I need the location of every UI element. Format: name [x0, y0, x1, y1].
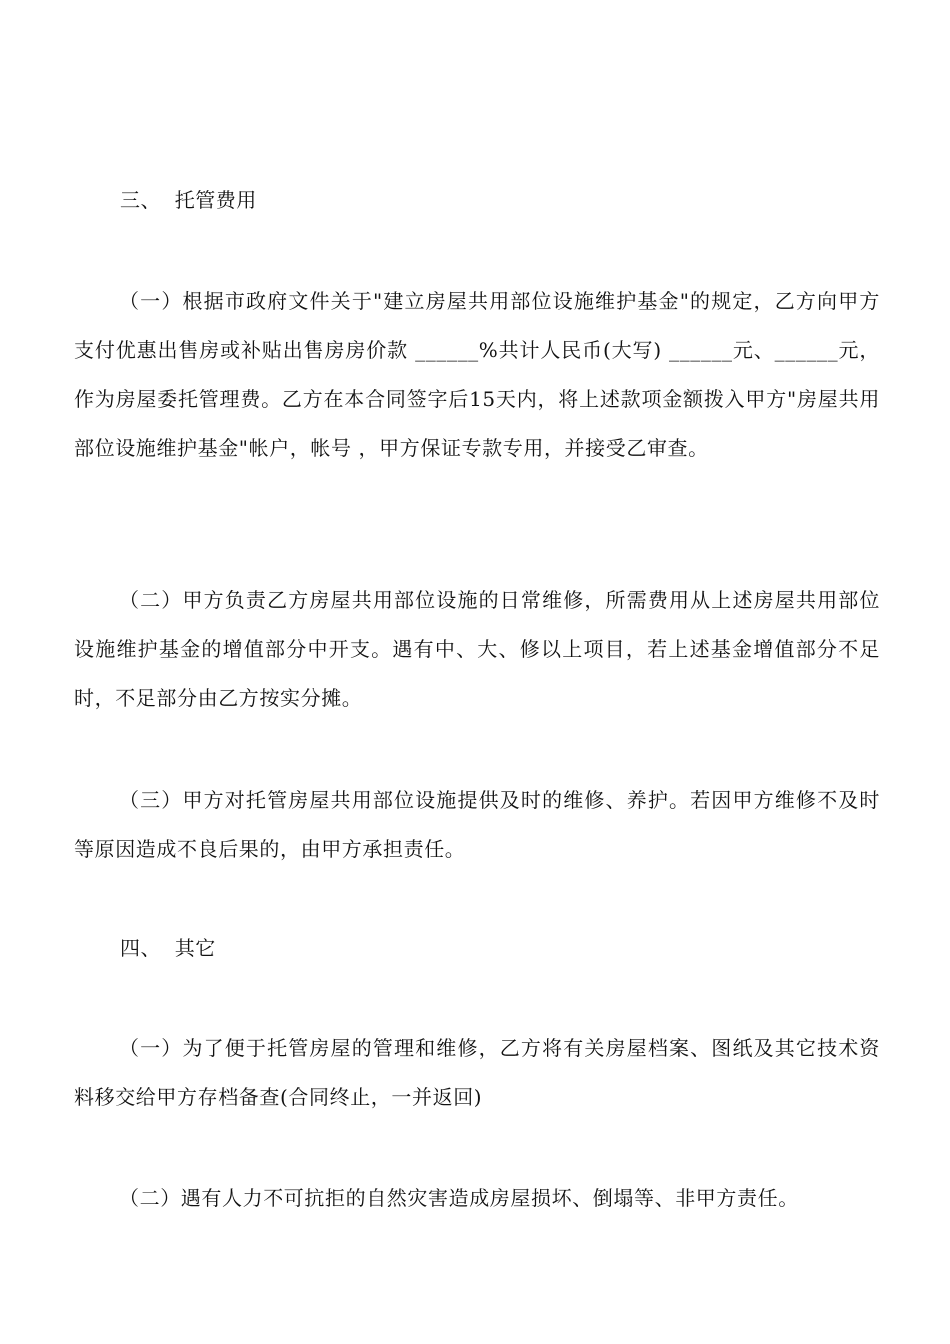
section-heading-fees: 三、 托管费用: [120, 188, 257, 212]
paragraph-fees-3: （三）甲方对托管房屋共用部位设施提供及时的维修、养护。若因甲方维修不及时等原因造成不良后果的，由甲方承担责任。: [74, 788, 880, 861]
section-heading-other: 四、 其它: [120, 936, 216, 960]
paragraph-fees-2: （二）甲方负责乙方房屋共用部位设施的日常维修，所需费用从上述房屋共用部位设施维护基金的增值部分中开支。遇有中、大、修以上项目，若上述基金增值部分不足时，不足部分由乙方按实分摊。: [74, 588, 880, 710]
paragraph-other-1: （一）为了便于托管房屋的管理和维修，乙方将有关房屋档案、图纸及其它技术资料移交给甲方存档备查(合同终止，一并返回): [74, 1036, 880, 1109]
paragraph-other-2: （二）遇有人力不可抗拒的自然灾害造成房屋损坏、倒塌等、非甲方责任。: [119, 1186, 799, 1210]
paragraph-fees-1: （一）根据市政府文件关于"建立房屋共用部位设施维护基金"的规定，乙方向甲方支付优惠出售房或补贴出售房房价款 ______%共计人民币(大写) ______元、______元，作为房屋委托管理费。乙方在本合同签字后15天内，将上述款项金额拨入甲方"房屋共用部位设施维护基金"帐户，帐号 ，甲方保证专款专用，并接受乙审查。: [74, 289, 880, 460]
